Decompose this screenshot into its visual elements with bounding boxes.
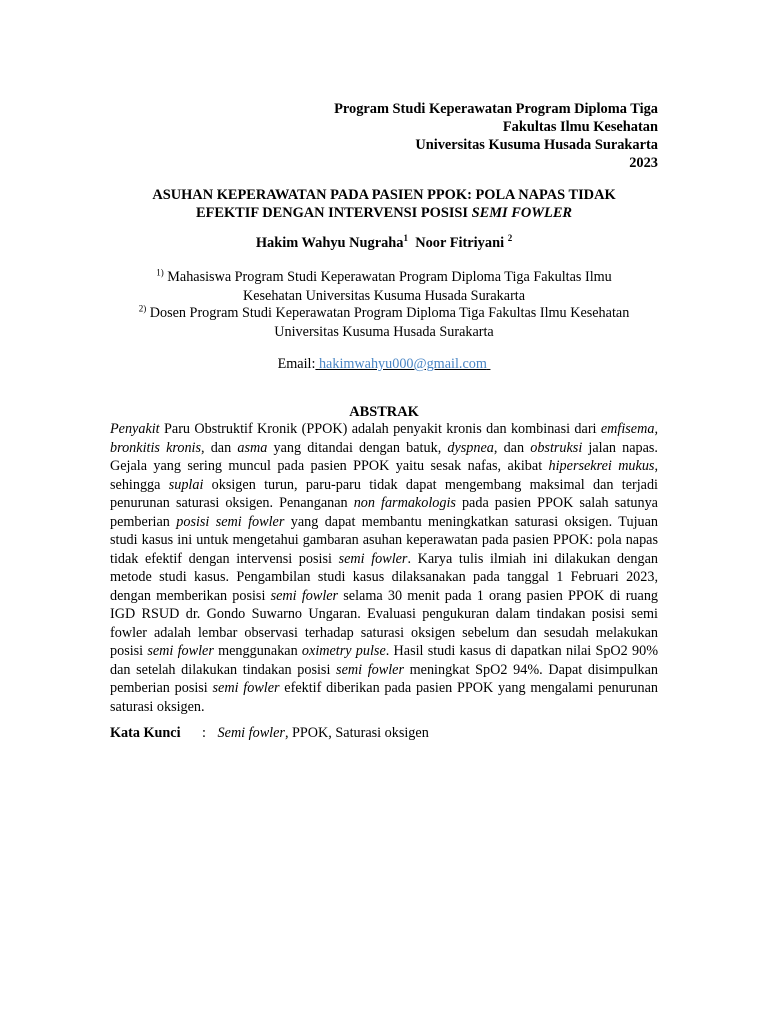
abstract-text-run: efektif diberikan pada pasien PPOK yang mengalami penurunan saturasi oksigen. bbox=[110, 680, 659, 715]
affiliation-2-line-2: Universitas Kusuma Husada Surakarta bbox=[274, 323, 494, 340]
abstract-text-run: , dan bbox=[493, 439, 531, 456]
keywords-separator: : bbox=[202, 725, 206, 741]
abstract-italic-term: suplai bbox=[168, 476, 204, 493]
author-1-marker: 1 bbox=[403, 233, 408, 244]
abstract-text-run: meningkat SpO2 94%. Dapat disimpulkan pemberian posisi bbox=[110, 661, 659, 696]
email-address: hakimwahyu000@gmail.com bbox=[318, 356, 487, 372]
keywords-rest: , PPOK, Saturasi oksigen bbox=[284, 725, 429, 741]
email-line bbox=[100, 355, 668, 373]
abstract-italic-term: oximetry pulse bbox=[301, 643, 386, 659]
affiliation-2-line-1 bbox=[100, 304, 668, 323]
abstract-text-run: oksigen turun, paru-paru tidak dapat mengembang maksimal dan terjadi penurunan saturasi oksigen. Penanganan bbox=[110, 476, 658, 511]
abstract-text-run: . Hasil studi kasus di dapatkan nilai SpO2 90% dan setelah dilakukan tindakan posisi bbox=[110, 643, 659, 678]
author-2-marker: 2 bbox=[507, 233, 513, 244]
title-line-1: ASUHAN KEPERAWATAN PADA PASIEN PPOK: POLA NAPAS TIDAK bbox=[152, 187, 616, 203]
author-1-name: Hakim Wahyu Nugraha bbox=[255, 235, 404, 251]
abstract-text-run: pada pasien PPOK salah satunya pemberian bbox=[110, 495, 658, 530]
abstract-body bbox=[110, 420, 658, 716]
abstract-text-run: , sehingga bbox=[110, 458, 658, 493]
abstract-text-run: selama 30 menit pada 1 orang pasien PPOK di ruang IGD RSUD dr. Gondo Suwarno Ungaran. Evaluasi pengukuran dalam tindakan posisi semi fowler adalah lembar observasi terhadap saturasi oksigen sebelum dan sesudah melakukan posisi bbox=[110, 587, 659, 659]
header-line-program: Program Studi Keperawatan Program Diploma Tiga bbox=[334, 101, 658, 117]
abstract-text-run: Paru Obstruktif Kronik (PPOK) adalah penyakit kronis dan kombinasi dari bbox=[159, 421, 601, 437]
abstract-italic-term: emfisema, bronkitis kronis bbox=[110, 421, 658, 456]
abstract-heading: ABSTRAK bbox=[349, 404, 419, 420]
abstract-italic-term: semi fowler bbox=[336, 661, 404, 678]
abstract-italic-term: Penyakit bbox=[110, 421, 160, 437]
abstract-italic-term: dyspnea bbox=[447, 439, 494, 456]
affiliation-1-marker: 1) bbox=[156, 267, 164, 278]
email-label: Email: bbox=[277, 356, 316, 372]
affiliation-1-line-2: Kesehatan Universitas Kusuma Husada Surakarta bbox=[242, 287, 526, 304]
abstract-italic-term: asma bbox=[237, 439, 268, 456]
title-line-2-italic: SEMI FOWLER bbox=[471, 205, 573, 221]
abstract-text-run: menggunakan bbox=[213, 643, 302, 659]
abstract-italic-term: non farmakologis bbox=[353, 495, 456, 511]
title-line-2 bbox=[100, 204, 668, 222]
author-list bbox=[100, 234, 668, 252]
header-line-year: 2023 bbox=[629, 155, 658, 171]
abstract-italic-term: obstruksi bbox=[530, 439, 583, 456]
abstract-text-run: jalan napas. Gejala yang sering muncul pada pasien PPOK yaitu sesak nafas, akibat bbox=[110, 439, 658, 474]
abstract-italic-term: semi fowler bbox=[338, 550, 408, 567]
paper-title bbox=[100, 186, 668, 222]
header-line-university: Universitas Kusuma Husada Surakarta bbox=[415, 137, 658, 153]
keywords-line bbox=[110, 724, 429, 742]
affiliation-1-line-1 bbox=[100, 268, 668, 287]
abstract-text-run: yang ditandai dengan batuk, bbox=[267, 439, 448, 456]
affiliation-2 bbox=[100, 304, 668, 341]
keywords-term-italic: Semi fowler bbox=[217, 725, 285, 741]
institution-header bbox=[334, 100, 658, 172]
abstract-text-run: yang dapat membantu meningkatkan saturasi oksigen. Tujuan studi kasus ini untuk mengetahui gambaran asuhan keperawatan pada pasien PPOK: pola napas tidak efektif dengan intervensi posisi bbox=[110, 513, 658, 567]
abstract-text-run: , dan bbox=[201, 439, 238, 456]
affiliation-2-text-1: Dosen Program Studi Keperawatan Program Diploma Tiga Fakultas Ilmu Kesehatan bbox=[149, 305, 630, 321]
abstract-italic-term: semi fowler bbox=[270, 587, 339, 604]
abstract-italic-term: semi fowler bbox=[147, 643, 214, 659]
email-link[interactable] bbox=[315, 356, 490, 372]
affiliation-1 bbox=[100, 268, 668, 305]
affiliation-2-marker: 2) bbox=[138, 303, 147, 314]
keywords-label: Kata Kunci bbox=[110, 725, 181, 741]
title-line-2-text: EFEKTIF DENGAN INTERVENSI POSISI bbox=[195, 205, 472, 221]
abstract-text-run: . Karya tulis ilmiah ini dilakukan dengan metode studi kasus. Pengambilan studi kasus dilaksanakan pada tanggal 1 Februari 2023, dengan memberikan posisi bbox=[110, 550, 659, 604]
abstract-italic-term: posisi semi fowler bbox=[176, 513, 285, 530]
author-2-name: Noor Fitriyani bbox=[415, 235, 505, 251]
affiliation-1-text-1: Mahasiswa Program Studi Keperawatan Program Diploma Tiga Fakultas Ilmu bbox=[167, 269, 612, 285]
abstract-italic-term: semi fowler bbox=[212, 680, 280, 696]
abstract-italic-term: hipersekrei mukus bbox=[548, 458, 655, 474]
header-line-faculty: Fakultas Ilmu Kesehatan bbox=[502, 119, 658, 135]
